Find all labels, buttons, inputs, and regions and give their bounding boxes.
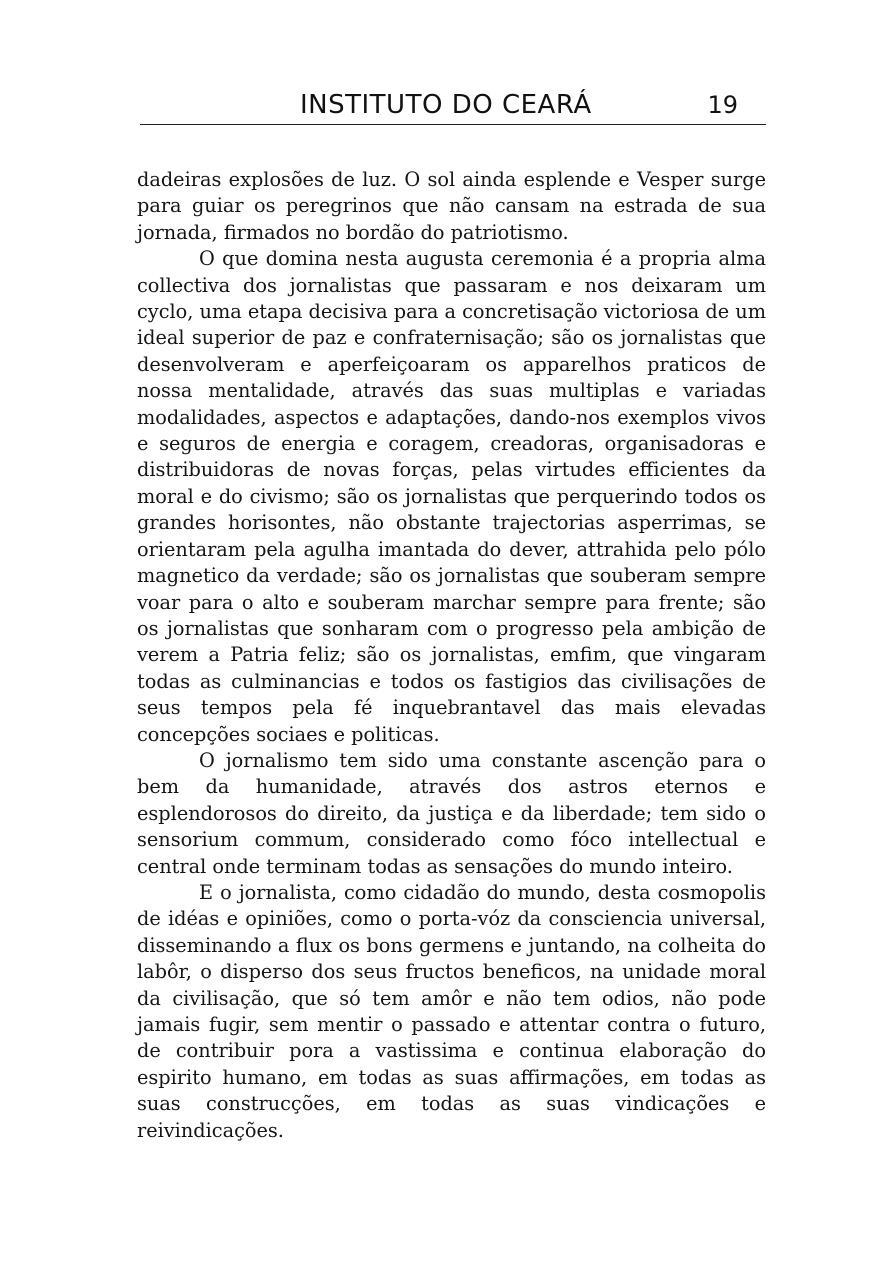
paragraph-2: O que domina nesta augusta ceremonia é a propria alma collectiva dos jornalistas que passaram e nos deixaram um cyclo, uma etapa decisiva para a concretisação victoriosa de um ideal superior de paz e confraternisação; são os jornalistas que desenvolveram e aperfeiçoaram os apparelhos praticos de nossa mentalidade, através das suas multiplas e variadas modalidades, aspectos e adaptações, dando-nos exemplos vivos e seguros de energia e coragem, creadoras, organisadoras e distribuidoras de novas forças, pelas virtudes efficientes da moral e do civismo; são os jornalistas que perquerindo todos os grandes horisontes, não obstante trajectorias asperrimas, se orientaram pela agulha imantada do dever, attrahida pelo pólo magnetico da verdade; são os jornalistas que souberam sempre voar para o alto e souberam marchar sempre para frente; são os jornalistas que sonharam com o progresso pela ambição de verem a Patria feliz; são os jornalistas, emfim, que vingaram todas as culminancias e todos os fastigios das civilisações de seus tempos pela fé inquebrantavel das mais elevadas concepções sociaes e politicas. [137, 247, 766, 746]
running-title: INSTITUTO DO CEARÁ [300, 90, 592, 120]
page-header [140, 88, 766, 128]
page-number: 19 [707, 91, 738, 119]
paragraph-4: E o jornalista, como cidadão do mundo, desta cosmopolis de idéas e opiniões, como o porta-vóz da consciencia universal, disseminando a flux os bons germens e juntando, na colheita do labôr, o disperso dos seus fructos beneficos, na unidade moral da civilisação, que só tem amôr e não tem odios, não pode jamais fugir, sem mentir o passado e attentar contra o futuro, de contribuir pora a vastissima e continua elaboração do espirito humano, em todas as suas affirmações, em todas as suas construcções, em todas as suas vindicações e reivindicações. [137, 880, 766, 1142]
paragraph-3: O jornalismo tem sido uma constante ascenção para o bem da humanidade, através dos astros eternos e esplendorosos do direito, da justiça e da liberdade; tem sido o sensorium commum, considerado como fóco intellectual e central onde terminam todas as sensações do mundo inteiro. [137, 748, 766, 878]
header-rule [140, 124, 766, 125]
paragraph-1: dadeiras explosões de luz. O sol ainda esplende e Vesper surge para guiar os peregrinos que não cansam na estrada de sua jornada, firmados no bordão do patriotismo. [137, 168, 766, 244]
body-text [137, 167, 766, 1144]
